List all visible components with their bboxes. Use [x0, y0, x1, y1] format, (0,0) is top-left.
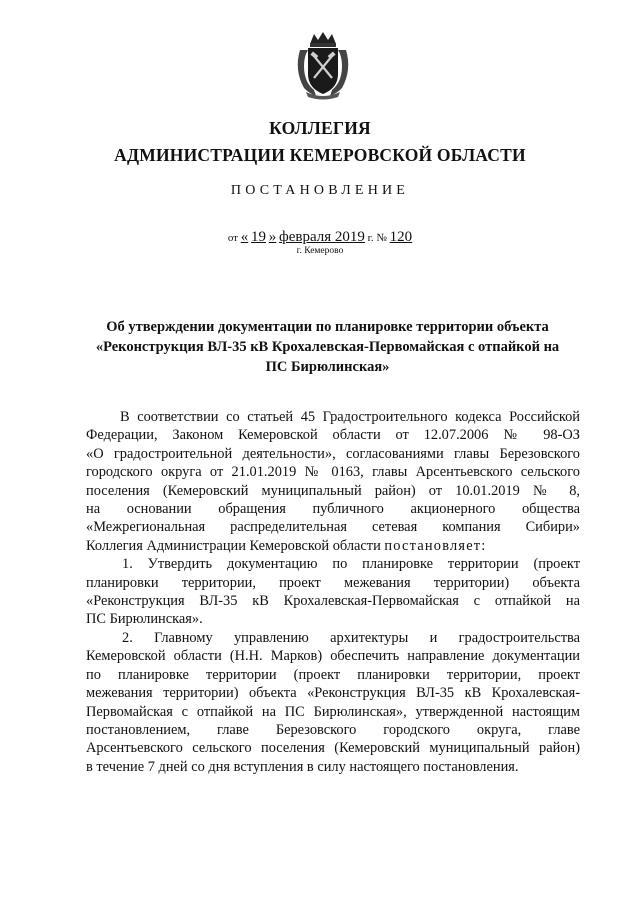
body-line: В соответствии со статьей 45 Градостроительного кодекса Российской	[120, 409, 580, 425]
document-body	[86, 408, 580, 776]
body-line: планировки территории, проект межевания территории) объекта	[86, 574, 580, 591]
title-line: «Реконструкция ВЛ-35 кВ Крохалевская-Первомайская с отпайкой на	[95, 339, 560, 355]
body-line: Первомайская с отпайкой на ПС Бирюлинская», утвержденной настоящим	[86, 703, 580, 720]
document-number: 120	[389, 229, 413, 245]
number-label: №	[376, 232, 387, 244]
body-line: в течение 7 дней со дня вступления в силу настоящего постановления.	[86, 758, 519, 775]
body-line: на основании обращения публичного акционерного общества	[86, 501, 580, 518]
date-year-suffix: г.	[367, 232, 374, 244]
date-month-year: февраля 2019	[279, 229, 365, 245]
body-line-text: Коллегия Администрации Кемеровской области	[86, 537, 381, 554]
title-line: Об утверждении документации по планировке территории объекта	[106, 319, 549, 335]
org-title-line2: АДМИНИСТРАЦИИ КЕМЕРОВСКОЙ ОБЛАСТИ	[114, 145, 526, 165]
city: г. Кемерово	[296, 246, 344, 256]
body-line: поселения (Кемеровский муниципальный район) от 10.01.2019 № 8,	[86, 482, 580, 499]
body-line: ПС Бирюлинская».	[86, 611, 203, 628]
body-line: 2. Главному управлению архитектуры и градостроительства	[122, 629, 580, 646]
body-line: городского округа от 21.01.2019 № 0163, главы Арсентьевского сельского	[86, 464, 580, 481]
body-line-resolves: постановляет:	[384, 537, 487, 554]
date-prefix: от	[227, 232, 238, 244]
body-line: «О градостроительной деятельности», согласованиями главы Березовского	[86, 445, 580, 462]
body-line: межевания территории) объекта «Реконструкция ВЛ-35 кВ Крохалевская-	[86, 685, 580, 702]
body-line: «Межрегиональная распределительная сетевая компания Сибири»	[86, 519, 580, 536]
date-open-quote: «	[240, 229, 249, 245]
body-line: Федерации, Законом Кемеровской области от 12.07.2006 № 98-ОЗ	[86, 427, 580, 444]
body-line: Арсентьевского сельского поселения (Кемеровский муниципальный район)	[86, 740, 580, 757]
document-title	[80, 317, 575, 377]
body-line: 1. Утвердить документацию по планировке территории (проект	[122, 556, 580, 573]
date-day: 19	[251, 229, 266, 245]
body-line	[86, 537, 580, 555]
body-line: Кемеровской области (Н.Н. Марков) обеспечить направление документации	[86, 648, 580, 665]
body-line: по планировке территории (проект планировки территории, проект	[86, 666, 580, 683]
coat-of-arms-icon	[292, 30, 354, 100]
title-line: ПС Бирюлинская»	[265, 359, 390, 375]
body-line: постановлением, главе Березовского городского округа, главе	[86, 721, 580, 738]
date-close-quote: »	[268, 229, 277, 245]
document-type: ПОСТАНОВЛЕНИЕ	[230, 183, 410, 198]
date-line	[0, 229, 640, 246]
body-line: «Реконструкция ВЛ-35 кВ Крохалевская-Первомайская с отпайкой на	[86, 593, 580, 610]
org-title-line1: КОЛЛЕГИЯ	[269, 118, 371, 138]
